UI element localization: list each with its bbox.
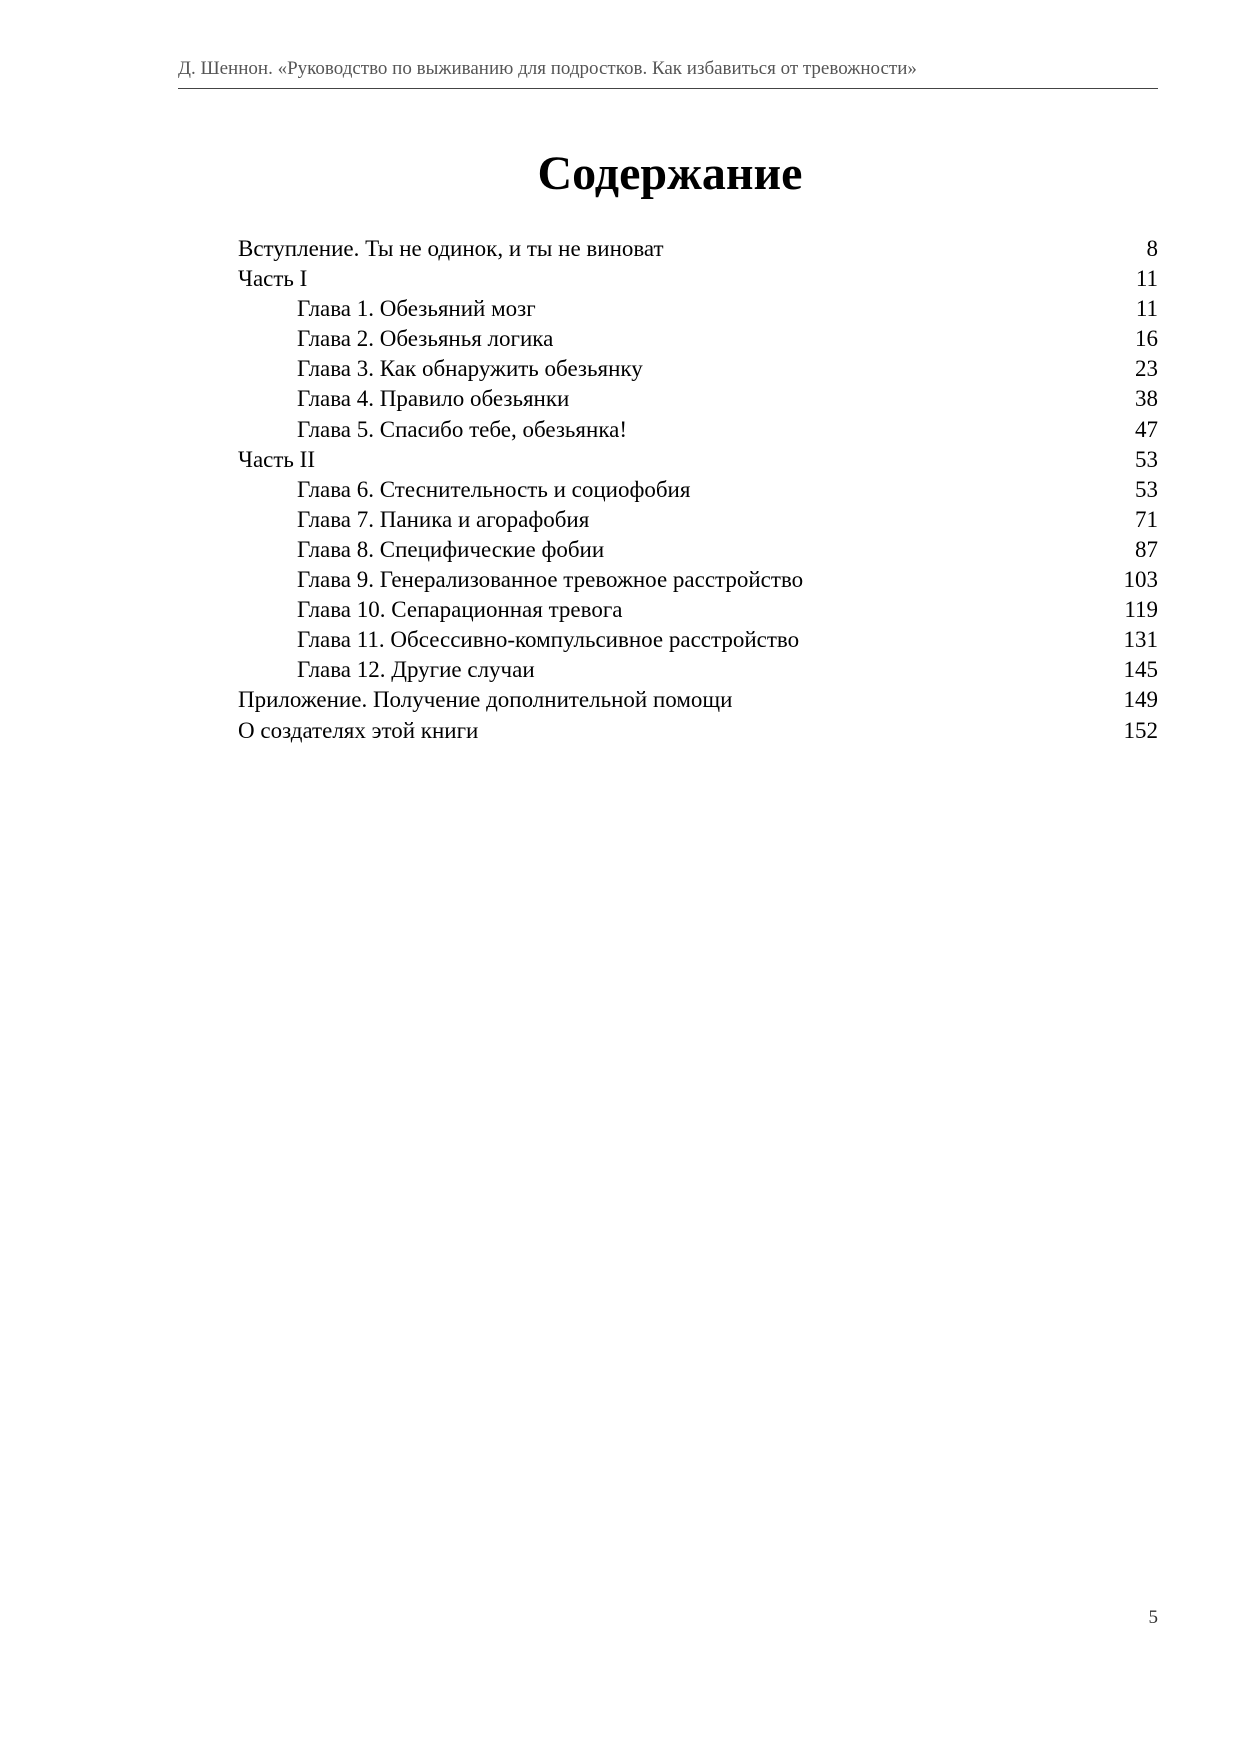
page-title: Содержание — [537, 147, 803, 200]
table-of-contents — [238, 234, 1158, 746]
toc-entry-page: 11 — [1135, 296, 1158, 322]
toc-entry-page: 38 — [1135, 386, 1158, 412]
toc-entry-label: Глава 8. Специфические фобии — [297, 536, 605, 562]
toc-entry-label: Глава 2. Обезьянья логика — [297, 326, 554, 352]
toc-entry-chapter-2[interactable] — [238, 324, 1158, 354]
toc-entry-page: 71 — [1135, 506, 1158, 532]
toc-entry-page: 16 — [1135, 326, 1158, 352]
toc-entry-page: 119 — [1124, 597, 1158, 623]
page-number: 5 — [1148, 1607, 1158, 1628]
header-rule — [178, 88, 1158, 89]
toc-entry-label: Часть I — [238, 266, 308, 292]
toc-entry-part-1[interactable] — [238, 264, 1158, 294]
running-header: Д. Шеннон. «Руководство по выживанию для подростков. Как избавиться от тревожности» — [178, 58, 917, 79]
toc-entry-label: Глава 5. Спасибо тебе, обезьянка! — [297, 416, 628, 442]
toc-entry-page: 152 — [1123, 717, 1158, 743]
toc-entry-page: 47 — [1135, 416, 1158, 442]
toc-entry-label: Приложение. Получение дополнительной помощи — [238, 687, 733, 713]
toc-entry-chapter-10[interactable] — [238, 595, 1158, 625]
toc-entry-label: Часть II — [238, 446, 315, 472]
toc-entry-page: 11 — [1135, 266, 1158, 292]
toc-entry-page: 53 — [1135, 476, 1158, 502]
toc-entry-introduction[interactable] — [238, 234, 1158, 264]
toc-entry-label: Глава 12. Другие случаи — [297, 657, 535, 683]
toc-entry-label: О создателях этой книги — [238, 717, 479, 743]
toc-entry-page: 53 — [1135, 446, 1158, 472]
toc-entry-chapter-6[interactable] — [238, 475, 1158, 505]
toc-entry-chapter-11[interactable] — [238, 625, 1158, 655]
toc-entry-about-authors[interactable] — [238, 716, 1158, 746]
toc-entry-chapter-12[interactable] — [238, 655, 1158, 685]
toc-entry-label: Глава 10. Сепарационная тревога — [297, 597, 623, 623]
toc-entry-chapter-1[interactable] — [238, 294, 1158, 324]
toc-entry-label: Глава 7. Паника и агорафобия — [297, 506, 590, 532]
toc-entry-label: Глава 4. Правило обезьянки — [297, 386, 570, 412]
toc-entry-appendix[interactable] — [238, 685, 1158, 715]
toc-entry-chapter-8[interactable] — [238, 535, 1158, 565]
toc-entry-chapter-4[interactable] — [238, 384, 1158, 414]
toc-entry-page: 87 — [1135, 536, 1158, 562]
toc-entry-label: Глава 3. Как обнаружить обезьянку — [297, 356, 643, 382]
toc-entry-chapter-7[interactable] — [238, 505, 1158, 535]
toc-entry-page: 23 — [1135, 356, 1158, 382]
toc-entry-label: Глава 6. Стеснительность и социофобия — [297, 476, 691, 502]
toc-entry-chapter-3[interactable] — [238, 354, 1158, 384]
toc-entry-page: 103 — [1123, 567, 1158, 593]
toc-entry-page: 149 — [1123, 687, 1158, 713]
toc-entry-page: 145 — [1123, 657, 1158, 683]
toc-entry-chapter-5[interactable] — [238, 415, 1158, 445]
toc-entry-page: 131 — [1123, 627, 1158, 653]
toc-entry-label: Глава 9. Генерализованное тревожное расстройство — [297, 567, 804, 593]
toc-entry-chapter-9[interactable] — [238, 565, 1158, 595]
toc-entry-label: Вступление. Ты не одинок, и ты не виноват — [238, 236, 664, 261]
toc-entry-part-2[interactable] — [238, 445, 1158, 475]
toc-entry-label: Глава 1. Обезьяний мозг — [297, 296, 536, 322]
toc-entry-page: 8 — [1146, 236, 1158, 261]
toc-entry-label: Глава 11. Обсессивно-компульсивное расстройство — [297, 627, 800, 653]
